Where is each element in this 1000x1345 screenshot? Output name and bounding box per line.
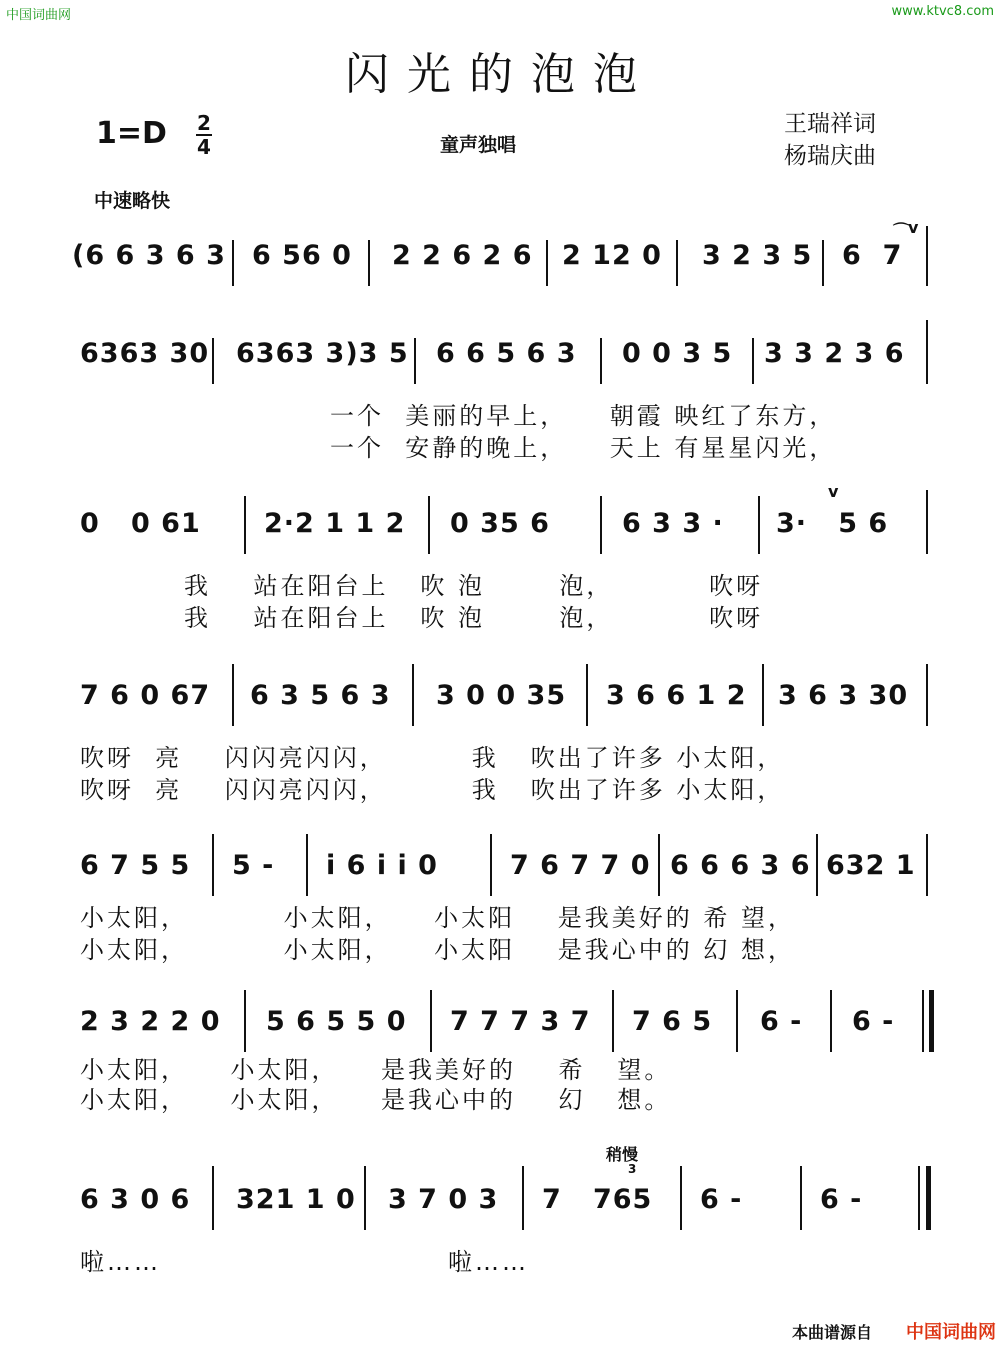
- lyrics-verse-2: 我 站在阳台上 吹 泡 泡， 吹呀: [184, 604, 764, 632]
- measure: 2 12 0: [562, 240, 662, 271]
- barline: [822, 240, 824, 286]
- measure: 0 0 3 5: [622, 338, 733, 369]
- score-system-7: [0, 1184, 1000, 1244]
- lyrics-verse-1: 吹呀 亮 闪闪亮闪闪， 我 吹出了许多 小太阳，: [80, 744, 785, 772]
- barline: [490, 834, 492, 896]
- barline: [244, 990, 246, 1052]
- lyrics-verse-1: 小太阳， 小太阳， 小太阳 是我美好的 希 望，: [80, 904, 795, 932]
- measure: 7 7 7 3 7: [450, 1006, 591, 1037]
- measure: 2 3 2 2 0: [80, 1006, 221, 1037]
- barline: [926, 490, 928, 554]
- watermark-left: 中国词曲网: [6, 8, 72, 23]
- time-signature-bottom: 4: [197, 135, 211, 159]
- measure: 6 -: [852, 1006, 895, 1037]
- measure: 3 3 2 3 6: [764, 338, 905, 369]
- triplet-mark: 3: [628, 1162, 637, 1176]
- measure: 6 3 5 6 3: [250, 680, 391, 711]
- barline: [736, 990, 738, 1052]
- barline: [816, 834, 818, 896]
- barline: [600, 338, 602, 384]
- barline: [232, 240, 234, 286]
- footer-source-label: 本曲谱源自: [792, 1323, 873, 1342]
- measure: 3· 5 6: [776, 508, 889, 539]
- lyrics-verse-1: 小太阳， 小太阳， 是我美好的 希 望。: [80, 1056, 672, 1084]
- measure: 3 6 6 1 2: [606, 680, 747, 711]
- measure: 6 3 0 6: [80, 1184, 191, 1215]
- barline: [800, 1166, 802, 1230]
- barline: [926, 664, 928, 726]
- measure: 7 6 0 67: [80, 680, 211, 711]
- measure: (6 6 3 6 3: [72, 240, 226, 271]
- measure: 5 -: [232, 850, 275, 881]
- score-system-1: [0, 218, 1000, 300]
- measure: 6363 3)3 5: [236, 338, 409, 369]
- barline: [306, 834, 308, 896]
- measure: 6 6 6 3 6: [670, 850, 811, 881]
- tempo-change-slower: 稍慢: [606, 1145, 639, 1164]
- measure: 2 2 6 2 6: [392, 240, 533, 271]
- lyrics-verse-1: 啦…… 啦……: [80, 1248, 529, 1276]
- barline: [758, 496, 760, 554]
- watermark-right: www.ktvc8.com: [891, 4, 994, 19]
- barline: [430, 990, 432, 1052]
- barline: [762, 664, 764, 726]
- measure: 7 6 7 7 0: [510, 850, 651, 881]
- composer: 杨瑞庆曲: [784, 143, 876, 169]
- barline: [212, 338, 214, 384]
- fermata-mark: ⌒: [893, 221, 910, 240]
- measure: 6 6 5 6 3: [436, 338, 577, 369]
- measure: 6 -: [820, 1184, 863, 1215]
- measure: 6 7 5 5: [80, 850, 191, 881]
- barline: [212, 1166, 214, 1230]
- measure: 5 6 5 5 0: [266, 1006, 407, 1037]
- barline: [926, 320, 928, 384]
- barline: [232, 664, 234, 726]
- score-system-2: [0, 338, 1000, 398]
- measure: 3 0 0 35: [436, 680, 567, 711]
- barline: [612, 990, 614, 1052]
- barline: [830, 990, 832, 1052]
- barline: [546, 240, 548, 286]
- measure: 0 0 61: [80, 508, 201, 539]
- barline: [364, 1166, 366, 1230]
- barline: [586, 664, 588, 726]
- measure: 3 7 0 3: [388, 1184, 499, 1215]
- time-signature-top: 2: [197, 111, 211, 135]
- song-title: 闪光的泡泡: [345, 49, 655, 100]
- final-barline-thin: [918, 1166, 920, 1230]
- measure: 6 -: [700, 1184, 743, 1215]
- lyrics-verse-2: 一个 安静的晚上， 天上 有星星闪光，: [330, 434, 837, 462]
- performance-type: 童声独唱: [440, 134, 517, 156]
- score-system-4: [0, 680, 1000, 740]
- barline: [428, 496, 430, 554]
- breath-mark: v: [908, 218, 919, 237]
- barline: [368, 240, 370, 286]
- measure: 7 765: [542, 1184, 653, 1215]
- credits: [784, 108, 876, 172]
- time-signature: [196, 112, 212, 158]
- barline: [212, 834, 214, 896]
- measure: 7 6 5: [632, 1006, 713, 1037]
- lyricist: 王瑞祥词: [784, 111, 876, 137]
- measure: 2·2 1 1 2: [264, 508, 406, 539]
- score-system-3: [0, 482, 1000, 568]
- lyrics-verse-1: 一个 美丽的早上， 朝霞 映红了东方，: [330, 402, 837, 430]
- measure: 3 2 3 5: [702, 240, 813, 271]
- measure: 6 7: [842, 240, 903, 271]
- breath-mark: v: [828, 482, 839, 501]
- barline: [600, 496, 602, 554]
- measure: i 6 i i 0: [326, 850, 438, 881]
- measure: 6 -: [760, 1006, 803, 1037]
- measure: 0 35 6: [450, 508, 550, 539]
- final-barline-thick: [926, 1166, 931, 1230]
- repeat-barline-thick: [929, 990, 934, 1052]
- measure: 632 1: [826, 850, 916, 881]
- lyrics-verse-2: 小太阳， 小太阳， 是我心中的 幻 想。: [80, 1086, 672, 1114]
- barline: [680, 1166, 682, 1230]
- barline: [414, 338, 416, 384]
- lyrics-verse-2: 小太阳， 小太阳， 小太阳 是我心中的 幻 想，: [80, 936, 795, 964]
- barline: [926, 226, 928, 286]
- barline: [658, 834, 660, 896]
- barline: [412, 664, 414, 726]
- lyrics-verse-2: 吹呀 亮 闪闪亮闪闪， 我 吹出了许多 小太阳，: [80, 776, 785, 804]
- barline: [244, 496, 246, 554]
- barline: [676, 240, 678, 286]
- barline: [926, 834, 928, 896]
- measure: 6 56 0: [252, 240, 352, 271]
- measure: 3 6 3 30: [778, 680, 909, 711]
- repeat-barline-thin: [922, 990, 924, 1052]
- key-signature: 1=D: [96, 116, 167, 151]
- measure: 6 3 3 ·: [622, 508, 724, 539]
- tempo-marking: 中速略快: [94, 190, 171, 212]
- lyrics-verse-1: 我 站在阳台上 吹 泡 泡， 吹呀: [184, 572, 764, 600]
- barline: [752, 338, 754, 384]
- measure: 321 1 0: [236, 1184, 356, 1215]
- footer-source-site[interactable]: 中国词曲网: [906, 1322, 996, 1343]
- barline: [522, 1166, 524, 1230]
- measure: 6363 30: [80, 338, 210, 369]
